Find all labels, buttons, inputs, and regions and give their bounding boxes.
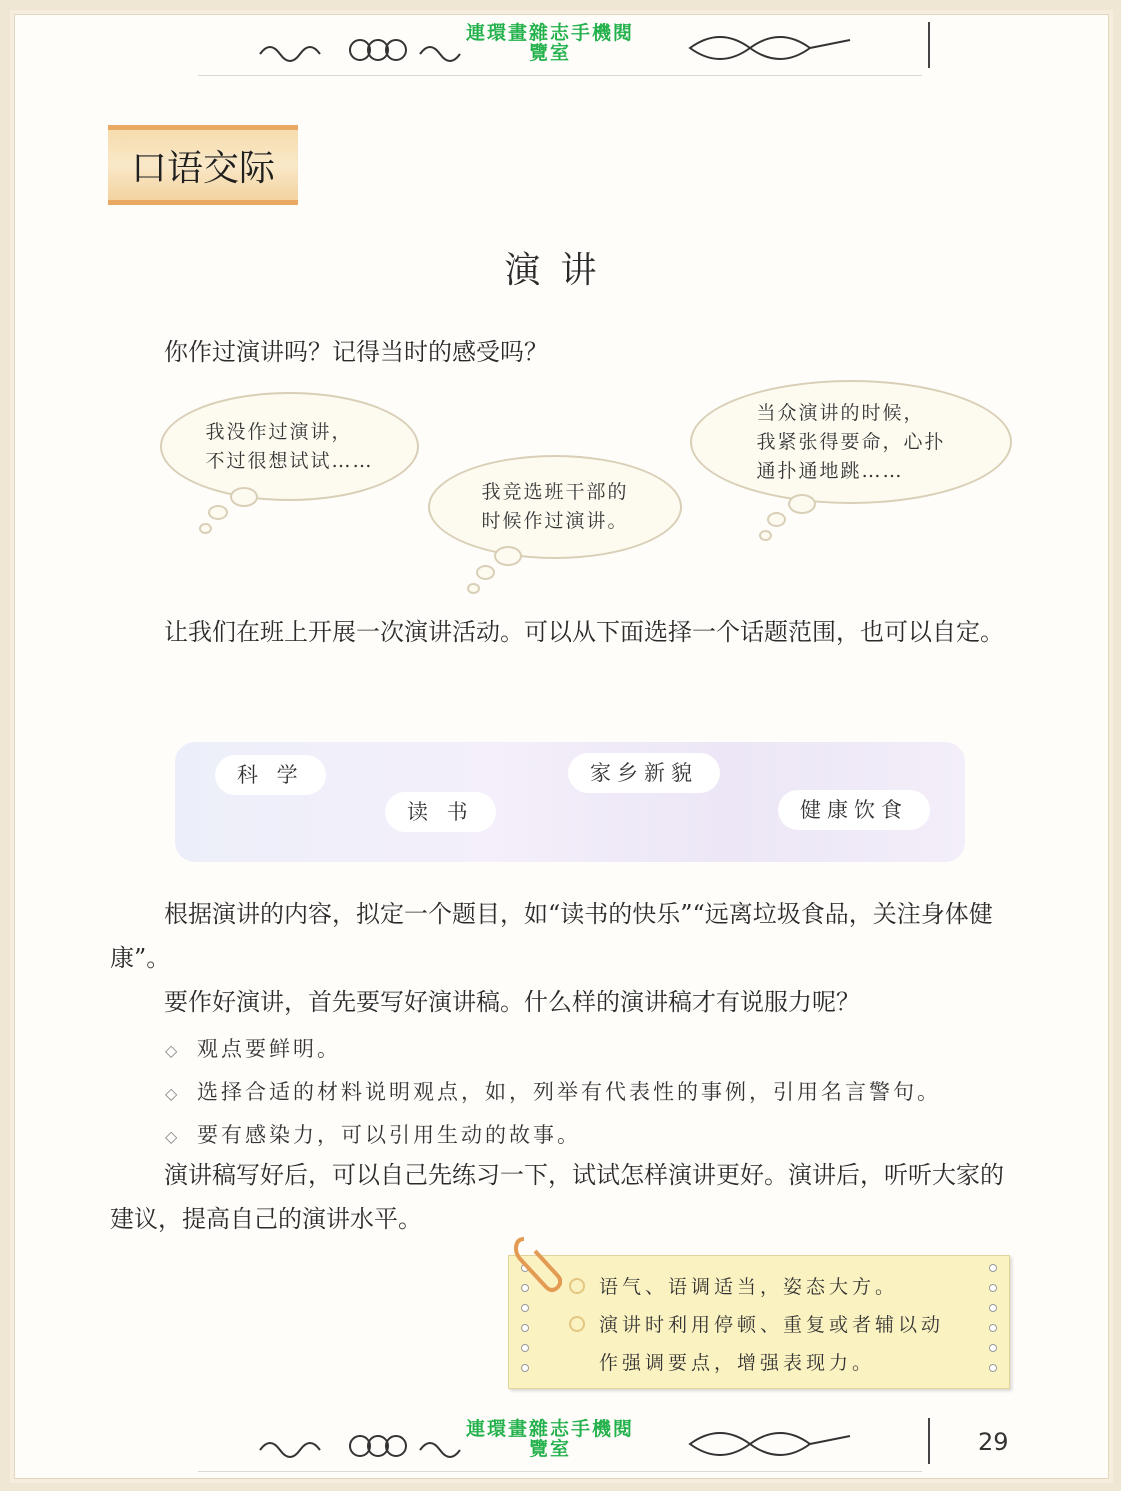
topic-chip-hometown: 家乡新貌 [568,753,720,793]
topic-chip-healthy-diet: 健康饮食 [778,790,930,830]
header-watermark-line1: 連環畫雜志手機閱 [465,22,634,44]
bubble-dot [199,523,212,534]
bubble-dot [767,512,786,527]
circle-bullet-icon [569,1316,585,1332]
page-title: 演讲 [504,250,617,291]
bubble-dot [759,530,772,541]
paragraph-practice: 演讲稿写好后，可以自己先练习一下，试试怎样演讲更好。演讲后，听听大家的建议，提高自己的演讲水平。 [110,1161,1004,1233]
paperclip-icon [512,1233,562,1293]
footer-watermark-line1: 連環畫雜志手機閱 [465,1418,634,1440]
footer-vertical-bar [928,1418,930,1464]
bubble-dot [208,505,228,520]
bubble-dot [494,546,522,566]
note-binding-holes-right [989,1264,997,1384]
intro-question: 你作过演讲吗？记得当时的感受吗？ [164,338,548,366]
bubble-dot [230,487,258,507]
tip-note [508,1255,1010,1389]
tip-text: 要有感染力，可以引用生动的故事。 [197,1123,581,1147]
note-line-2: 演讲时利用停顿、重复或者辅以动 [599,1314,945,1336]
diamond-bullet-icon: ◇ [165,1127,181,1146]
section-label: 口语交际 [108,125,298,205]
bubble-dot [467,583,480,594]
topic-chip-science: 科 学 [215,755,326,795]
topic-chip-reading: 读 书 [385,792,496,832]
footer-rule [198,1471,922,1472]
tip-item-2 [165,1076,941,1106]
header-watermark-line2: 覽室 [528,42,571,64]
paragraph-activity: 让我们在班上开展一次演讲活动。可以从下面选择一个话题范围，也可以自定。 [164,618,1004,646]
footer-banner [190,1412,930,1472]
bubble-dot [476,565,495,580]
header-banner [190,16,930,76]
thought-bubble-2: 我竞选班干部的 时候作过演讲。 [428,455,682,559]
thought-bubble-3: 当众演讲的时候， 我紧张得要命，心扑 通扑通地跳…… [690,380,1012,504]
diamond-bullet-icon: ◇ [165,1041,181,1060]
diamond-bullet-icon: ◇ [165,1084,181,1103]
paragraph-topic-example: 根据演讲的内容，拟定一个题目，如“读书的快乐”“远离垃圾食品，关注身体健康”。 [110,900,993,972]
tip-item-1 [165,1033,341,1063]
bubble-dot [788,494,816,514]
page-number: 29 [978,1428,1009,1456]
note-line-1: 语气、语调适当，姿态大方。 [599,1276,899,1298]
note-line-3: 作强调要点，增强表现力。 [599,1352,876,1374]
header-vertical-bar [928,22,930,68]
thought-bubble-1: 我没作过演讲， 不过很想试试…… [160,392,419,501]
tip-text: 选择合适的材料说明观点，如，列举有代表性的事例，引用名言警句。 [197,1080,941,1104]
header-rule [198,75,922,76]
paragraph-speech-draft: 要作好演讲，首先要写好演讲稿。什么样的演讲稿才有说服力呢？ [164,988,860,1016]
tip-text: 观点要鲜明。 [197,1037,341,1061]
tip-item-3 [165,1119,581,1149]
circle-bullet-icon [569,1278,585,1294]
footer-watermark-line2: 覽室 [528,1438,571,1460]
